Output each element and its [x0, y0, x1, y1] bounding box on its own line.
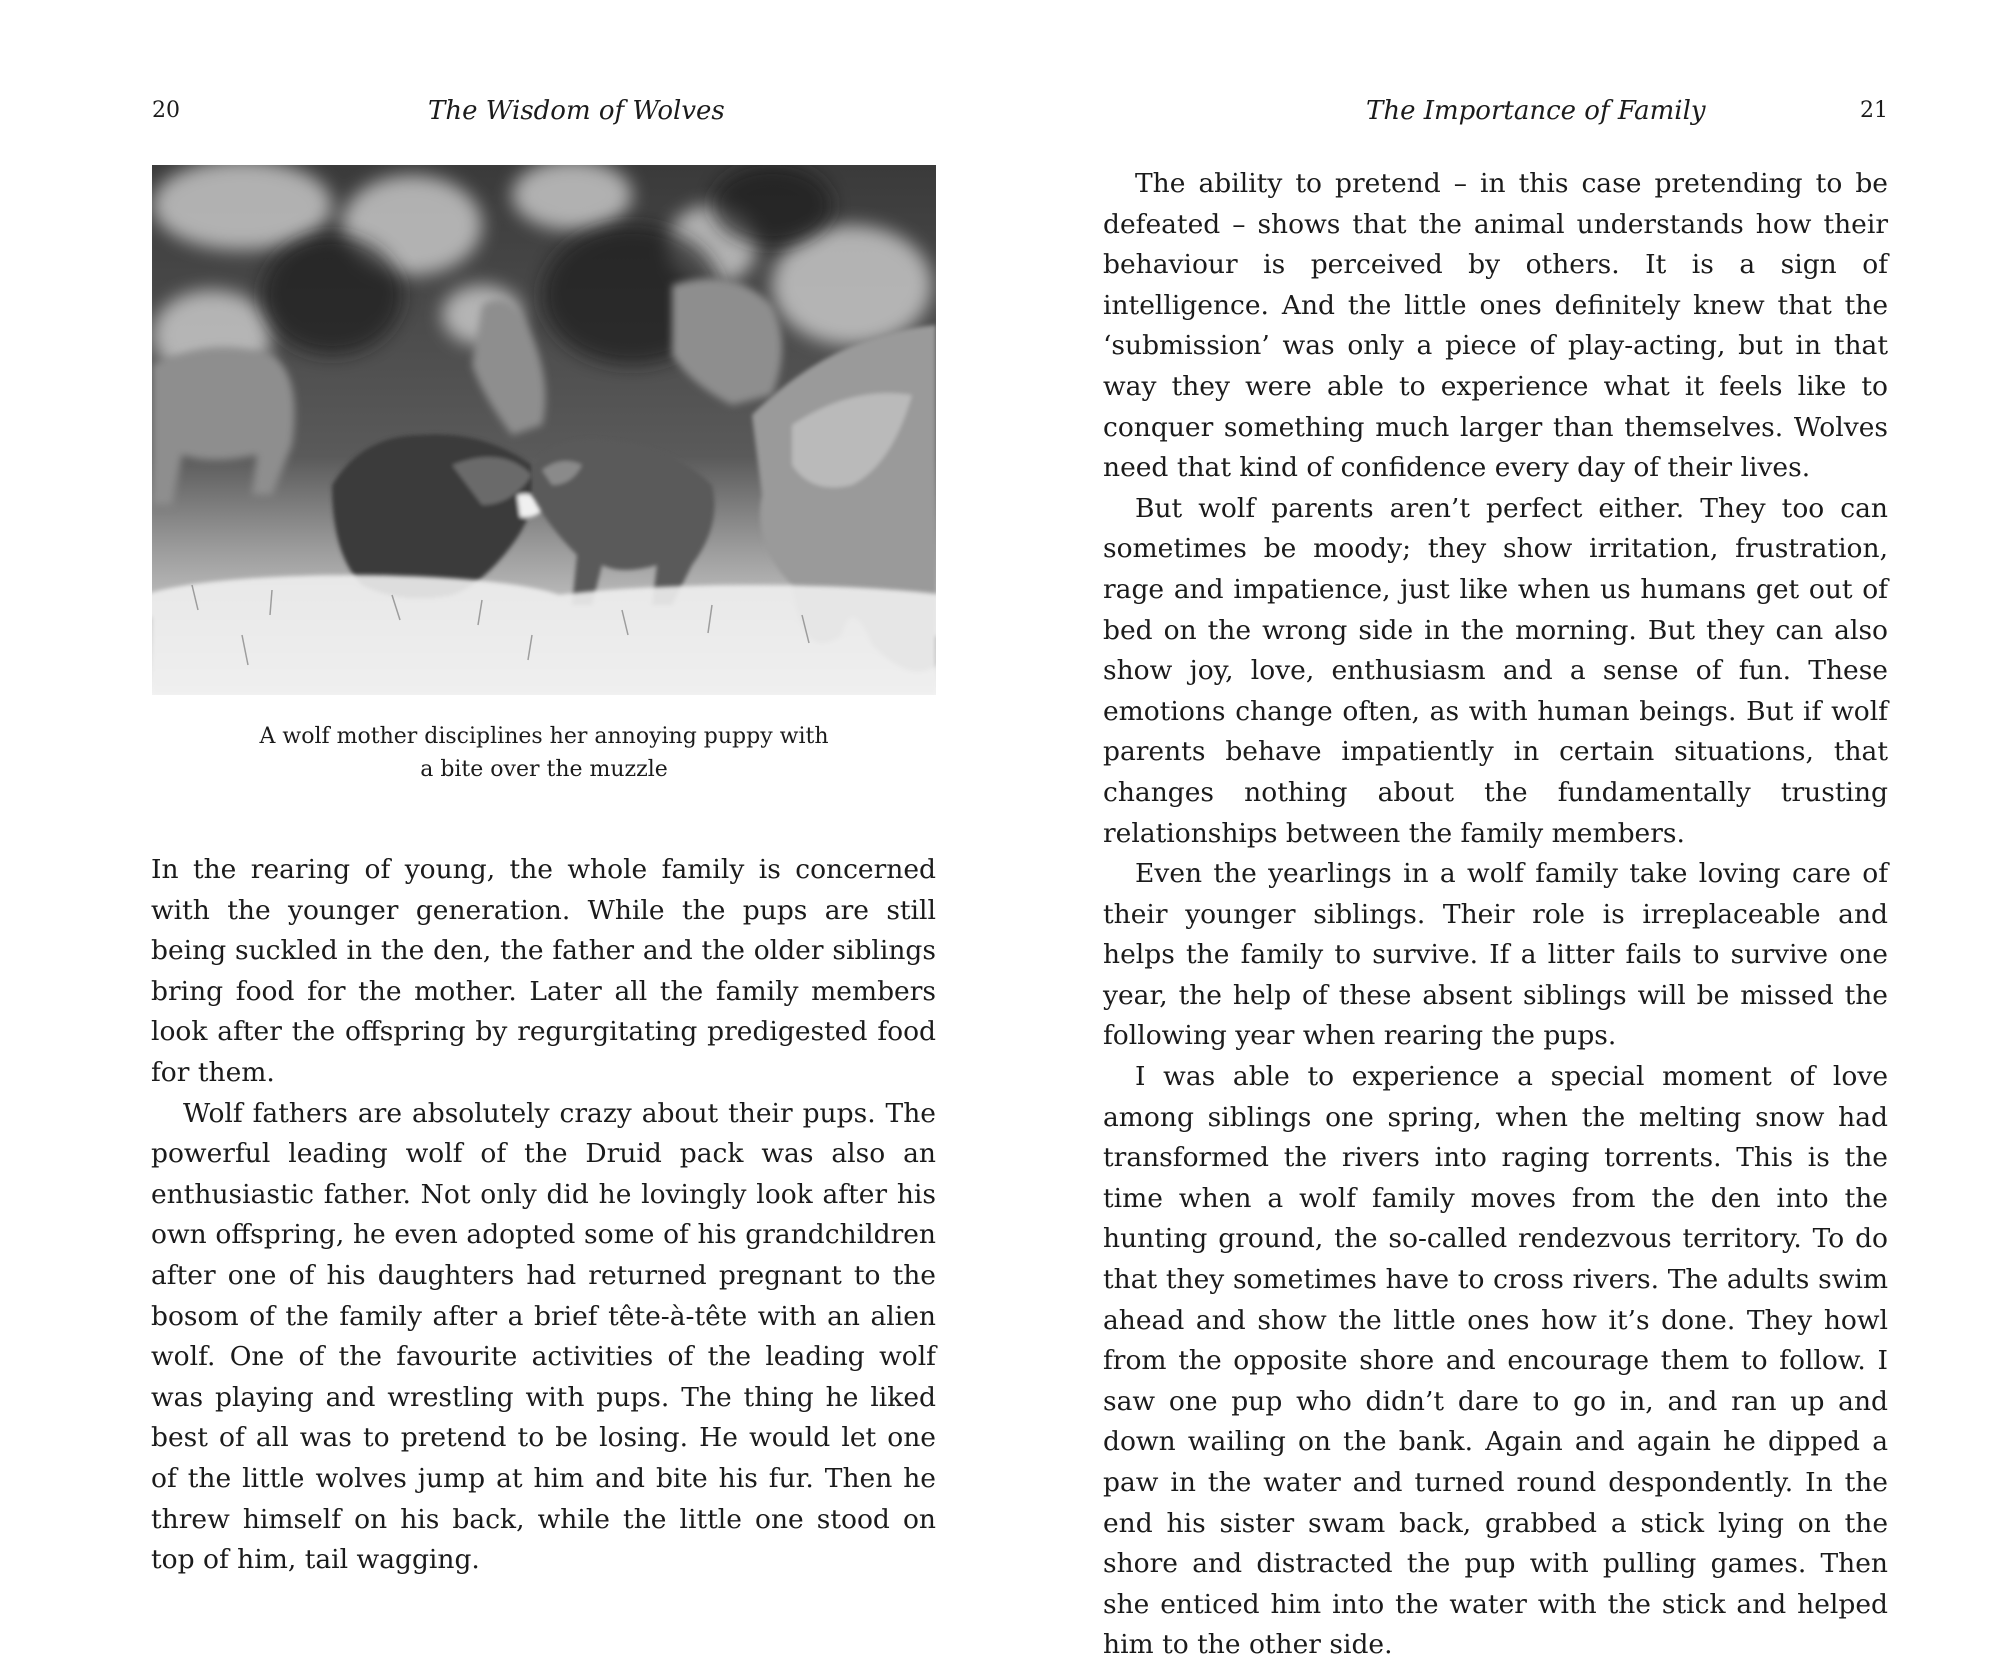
right-body-text: [1103, 164, 1888, 1666]
figure-caption: [152, 720, 936, 786]
paragraph: But wolf parents aren’t perfect either. They too can sometimes be moody; they show irritation, frustration, rage and impatience, just like when us humans get out of bed on the wrong side in the morning. But they can also show joy, love, enthusiasm and a sense of fun. These emotions change often, as with human beings. But if wolf parents behave impatiently in certain situations, that changes nothing about the fundamentally trusting relationships between the family members.: [1103, 492, 1888, 849]
caption-line-1: A wolf mother disciplines her annoying puppy with: [259, 724, 829, 749]
wolf-photo-icon: [152, 165, 936, 695]
paragraph: The ability to pretend – in this case pretending to be defeated – shows that the animal understands how their behaviour is perceived by others. It is a sign of intelligence. And the little ones definitely knew that the ‘submission’ was only a piece of play-acting, but in that way they were able to experience what it feels like to conquer something much larger than themselves. Wolves need that kind of confidence every day of their lives.: [1103, 168, 1888, 484]
paragraph: Wolf fathers are absolutely crazy about their pups. The powerful leading wolf of the Druid pack was also an enthusiastic father. Not only did he lovingly look after his own offspring, he even adopted some of his grandchildren after one of his daughters had returned pregnant to the bosom of the family after a brief tête-à-tête with an alien wolf. One of the favourite activities of the leading wolf was playing and wrestling with pups. The thing he liked best of all was to pretend to be losing. He would let one of the little wolves jump at him and bite his fur. Then he threw himself on his back, while the little one stood on top of him, tail wagging.: [151, 1097, 936, 1576]
left-body-text: [151, 850, 936, 1581]
page-number-right: 21: [1860, 98, 1888, 123]
running-head-right: The Importance of Family: [1366, 96, 1706, 126]
caption-line-2: a bite over the muzzle: [420, 757, 668, 782]
paragraph: In the rearing of young, the whole family is concerned with the younger generation. While the pups are still being suckled in the den, the father and the older siblings bring food for the mother. Later all the family members look after the offspring by regurgitating predigested food for them.: [151, 854, 936, 1088]
paragraph: I was able to experience a special moment of love among siblings one spring, when the melting snow had transformed the rivers into raging torrents. This is the time when a wolf family moves from the den into the hunting ground, the so-called rendezvous territory. To do that they sometimes have to cross rivers. The adults swim ahead and show the little ones how it’s done. They howl from the opposite shore and encourage them to follow. I saw one pup who didn’t dare to go in, and ran up and down wailing on the bank. Again and again he dipped a paw in the water and turned round despondently. In the end his sister swam back, grabbed a stick lying on the shore and distracted the pup with pulling games. Then she enticed him into the water with the stick and helped him to the other side.: [1103, 1061, 1888, 1661]
page-number-left: 20: [152, 98, 180, 123]
running-head-left: The Wisdom of Wolves: [428, 96, 725, 126]
wolf-photo: [152, 165, 936, 695]
paragraph: Even the yearlings in a wolf family take loving care of their younger siblings. Their role is irreplaceable and helps the family to survive. If a litter fails to survive one year, the help of these absent siblings will be missed the following year when rearing the pups.: [1103, 858, 1888, 1052]
